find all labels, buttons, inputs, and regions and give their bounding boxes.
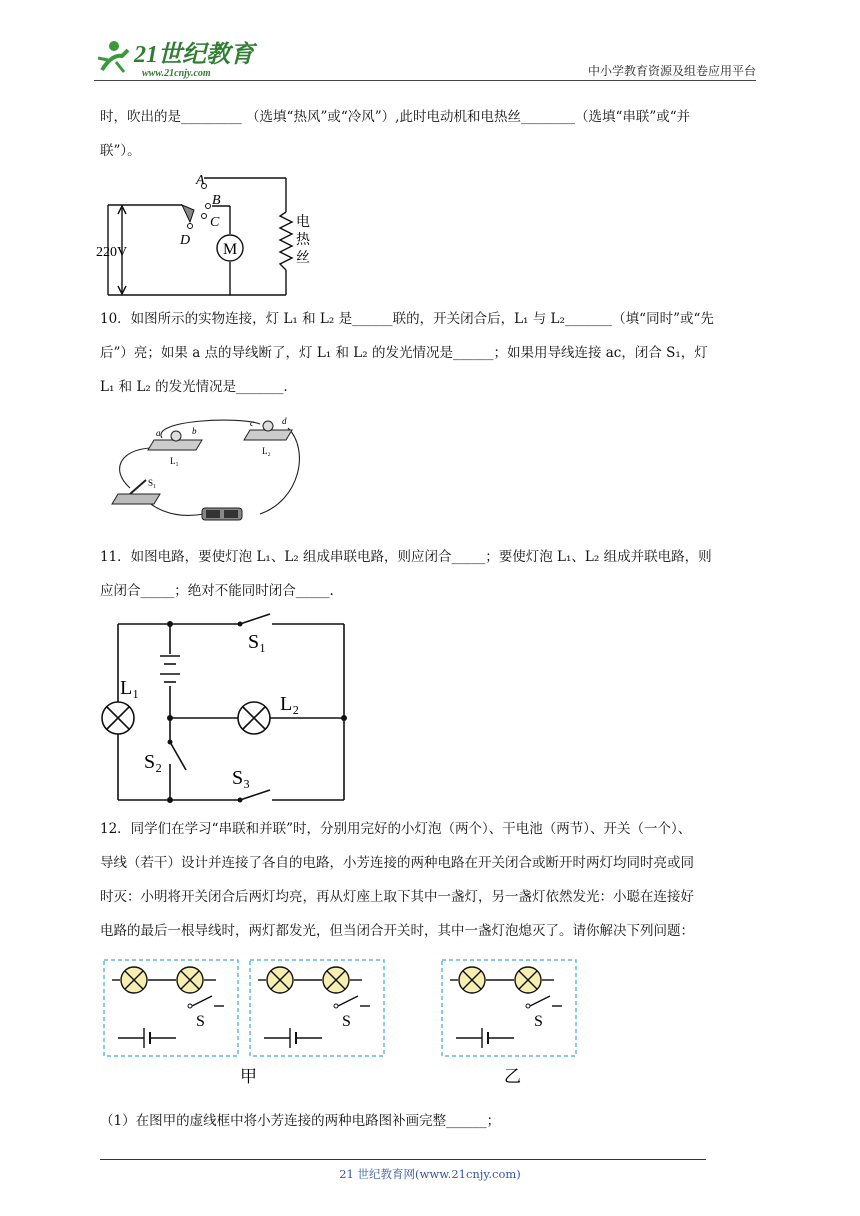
label-l1: L₁ bbox=[120, 677, 140, 699]
q10-physical-circuit bbox=[110, 410, 310, 526]
footer-text[interactable]: 21 世纪教育网(www.21cnjy.com) bbox=[339, 1167, 521, 1181]
label-b: b bbox=[192, 426, 197, 436]
contact-c: C bbox=[210, 215, 220, 230]
logo-graphic bbox=[94, 34, 264, 80]
q11-line-2: 应闭合_____；绝对不能同时闭合_____. bbox=[100, 583, 334, 599]
footer-divider bbox=[100, 1159, 706, 1160]
q10-line-3: L₁ 和 L₂ 的发光情况是_______. bbox=[100, 379, 288, 395]
label-l1: L₁ bbox=[170, 456, 179, 466]
site-logo[interactable] bbox=[94, 34, 264, 80]
header-divider bbox=[94, 80, 756, 81]
caption-jia: 甲 bbox=[240, 1067, 257, 1086]
label-c: c bbox=[250, 418, 254, 428]
voltage-label: 220V bbox=[96, 245, 128, 260]
panel-jia-2 bbox=[250, 960, 384, 1056]
logo-url: www.21cnjy.com bbox=[142, 68, 211, 79]
heater-label: 电 热 丝 bbox=[296, 215, 310, 266]
q12-text bbox=[100, 812, 764, 948]
q12-sub1 bbox=[100, 1104, 764, 1138]
q9-hairdryer-circuit bbox=[96, 170, 336, 300]
logo-text: 21世纪教育 bbox=[134, 42, 254, 68]
q11-line-1: 11．如图电路，要使灯泡 L₁、L₂ 组成串联电路，则应闭合_____；要使灯泡 L₁、L₂ 组成并联电路，则 bbox=[100, 549, 712, 565]
switch-label: S bbox=[534, 1013, 543, 1030]
label-s1: S₁ bbox=[148, 478, 157, 488]
q9-line-2: 联”）。 bbox=[100, 143, 141, 159]
q11-text bbox=[100, 540, 764, 608]
caption-yi: 乙 bbox=[504, 1067, 521, 1086]
q10-line-1: 10．如图所示的实物连接，灯 L₁ 和 L₂ 是______联的，开关闭合后，L₁ 与 L₂_______（填“同时”或“先 bbox=[100, 311, 714, 327]
contact-d: D bbox=[180, 233, 191, 248]
contact-b: B bbox=[212, 193, 221, 208]
q9-text bbox=[100, 100, 764, 168]
site-name: 中小学教育资源及组卷应用平台 bbox=[587, 64, 756, 78]
q12-line-4: 电路的最后一根导线时，两灯都发光，但当闭合开关时，其中一盏灯泡熄灭了。请你解决下列问题： bbox=[100, 923, 694, 939]
panel-yi bbox=[442, 960, 576, 1056]
contact-a: A bbox=[196, 173, 205, 188]
switch-label: S bbox=[196, 1013, 205, 1030]
bulb-l1 bbox=[171, 431, 181, 441]
q9-line-1: 时，吹出的是_________ （选填“热风”或“冷风”）,此时电动机和电热丝________（选填“串联”或“并 bbox=[100, 109, 691, 125]
q11-circuit bbox=[100, 612, 360, 808]
label-l2: L₂ bbox=[280, 693, 300, 715]
q12-sub1-text: （1）在图甲的虚线框中将小芳连接的两种电路图补画完整______； bbox=[100, 1113, 501, 1129]
q12-line-2: 导线（若干）设计并连接了各自的电路，小芳连接的两种电路在开关闭合或断开时两灯均同时亮或同 bbox=[100, 855, 694, 871]
q10-text bbox=[100, 302, 764, 404]
lamp-l1 bbox=[102, 702, 134, 734]
label-l2: L₂ bbox=[262, 446, 271, 456]
label-s3: S₃ bbox=[232, 767, 251, 789]
q12-figure bbox=[100, 954, 590, 1094]
label-s2: S₂ bbox=[144, 751, 163, 773]
panel-jia-1 bbox=[104, 960, 238, 1056]
q12-line-1: 12．同学们在学习“串联和并联”时，分别用完好的小灯泡（两个）、干电池（两节）、开关（一个）、 bbox=[100, 821, 692, 837]
bulb-l2 bbox=[263, 421, 273, 431]
lamp-l2 bbox=[238, 702, 270, 734]
switch-label: S bbox=[342, 1013, 351, 1030]
label-d: d bbox=[282, 416, 287, 426]
motor-label: M bbox=[223, 241, 238, 258]
q10-line-2: 后”）亮；如果 a 点的导线断了，灯 L₁ 和 L₂ 的发光情况是______；如果用导线连接 ac，闭合 S₁，灯 bbox=[100, 345, 708, 361]
label-a: a bbox=[156, 428, 161, 438]
switch-s1 bbox=[112, 494, 160, 504]
q12-line-3: 时灭：小明将开关闭合后两灯均亮，再从灯座上取下其中一盏灯，另一盏灯依然发光：小聪在连接好 bbox=[100, 889, 694, 905]
label-s1: S₁ bbox=[248, 631, 267, 653]
